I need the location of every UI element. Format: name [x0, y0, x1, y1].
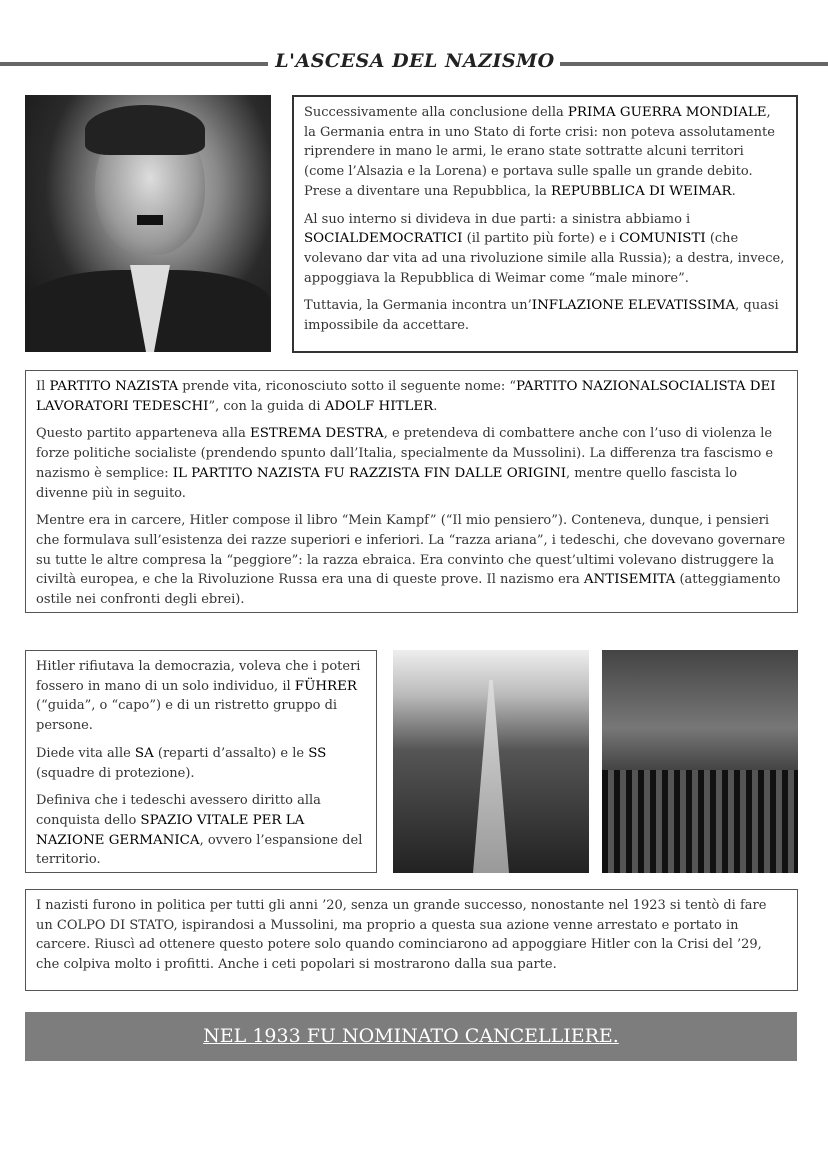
paragraph — [36, 744, 366, 783]
hitler-portrait-photo — [25, 95, 271, 352]
page-title: L'ASCESA DEL NAZISMO — [275, 50, 555, 72]
text-run: , ovvero l’espansione del territorio. — [36, 832, 363, 868]
highlighted-term: ESTREMA DESTRA — [249, 426, 384, 442]
text-run: Questo partito apparteneva alla — [36, 426, 250, 442]
highlighted-term: SPAZIO VITALE PER LA NAZIONE GERMANICA — [36, 812, 305, 848]
text-run: (reparti d’assalto) e le — [153, 745, 309, 761]
text-run: (che volevano dar vita ad una rivoluzione simile alla Russia); a destra, invece, appoggiava la Repubblica di Weimar come “male minore”. — [304, 231, 785, 286]
weimar-text-box — [292, 95, 798, 353]
rise-to-power-text-box — [25, 889, 798, 991]
nazi-party-text-box — [25, 370, 798, 613]
title-rule-left — [0, 62, 268, 66]
text-run: Definiva che i tedeschi avessero diritto alla conquista dello — [36, 793, 321, 828]
text-run: . — [433, 398, 438, 414]
text-run: I nazisti furono in politica per tutti gli anni ’20, senza un grande successo, nonostante nel 1923 si tentò di fare un COLPO DI STATO, ispirandosi a Mussolini, ma proprio a questa sua azione venne arrestato e portato in carcere. Riuscì ad ottenere questo potere solo quando cominciarono ad appoggiare Hitler con la Crisi del ’29, che colpiva molto i profitti. Anche i ceti popolari si mostrarono dalla sua parte. — [36, 898, 767, 973]
text-run: Al suo interno si divideva in due parti: a sinistra abbiamo i — [304, 211, 691, 227]
paragraph — [36, 377, 787, 416]
rally-photo — [393, 650, 589, 873]
highlighted-term: PARTITO NAZIONALSOCIALISTA DEI LAVORATORI TEDESCHI — [36, 379, 776, 414]
paragraph — [36, 511, 787, 610]
paragraph — [36, 896, 787, 975]
text-run: Hitler rifiutava la democrazia, voleva che i poteri fossero in mano di un solo individuo, il — [36, 659, 361, 694]
chancellor-banner: NEL 1933 FU NOMINATO CANCELLIERE. — [25, 1012, 797, 1061]
text-run: Successivamente alla conclusione della — [304, 105, 568, 120]
text-run: Tuttavia, la Germania incontra un’ — [304, 298, 532, 314]
highlighted-term: PRIMA GUERRA MONDIALE — [567, 105, 767, 120]
fuhrer-text-box — [25, 650, 377, 873]
text-run: Mentre era in carcere, Hitler compose il libro “Mein Kampf” (“Il mio pensiero”). Conteneva, dunque, i pensieri che formulava sull’esistenza dei razze superiori e inferiori. La “razza ariana”, i tedeschi, che dovevano governare su tutte le altre compresa la “peggiore”: la razza ebraica. Era convinto che quest’ultimi volevano distruggere la civiltà europea, e che la Rivoluzione Russa era una di queste prove. Il nazismo era — [36, 513, 786, 588]
text-run: Il — [36, 379, 50, 394]
highlighted-term: FÜHRER — [294, 678, 357, 694]
paragraph — [304, 296, 786, 335]
text-run: (squadre di protezione). — [36, 765, 195, 781]
highlighted-term: COMUNISTI — [619, 231, 706, 247]
title-rule-right — [560, 62, 828, 66]
highlighted-term: IL PARTITO NAZISTA FU RAZZISTA FIN DALLE ORIGINI — [172, 465, 567, 481]
text-run: , quasi impossibile da accettare. — [304, 298, 779, 334]
text-run: , e pretendeva di combattere anche con l’uso di violenza le forze politiche socialiste (prendendo spunto dall’Italia, specialmente da Mussolini). La differenza tra fascismo e nazismo è semplice: — [36, 426, 774, 481]
text-run: prende vita, riconosciuto sotto il seguente nome: “ — [178, 379, 517, 394]
highlighted-term: SS — [308, 745, 327, 761]
text-run: (“guida”, o “capo”) e di un ristretto gruppo di persone. — [36, 698, 338, 734]
highlighted-term: SOCIALDEMOCRATICI — [304, 231, 463, 247]
highlighted-term: PARTITO NAZISTA — [49, 379, 179, 394]
paragraph — [36, 791, 366, 870]
text-run: , la Germania entra in uno Stato di forte crisi: non poteva assolutamente riprendere in mano le armi, le erano state sottratte alcuni territori (come l’Alsazia e la Lorena) e portava sulle spalle un grande debito. Prese a diventare una Repubblica, la — [304, 105, 775, 199]
paragraph — [36, 657, 366, 736]
highlighted-term: REPUBBLICA DI WEIMAR — [551, 183, 732, 199]
highlighted-term: ADOLF HITLER — [324, 398, 434, 414]
parade-photo — [602, 650, 798, 873]
paragraph — [304, 210, 786, 289]
text-run: Diede vita alle — [36, 745, 135, 761]
paragraph — [36, 424, 787, 503]
text-run: (il partito più forte) e i — [462, 231, 620, 247]
paragraph — [304, 103, 786, 202]
highlighted-term: INFLAZIONE ELEVATISSIMA — [531, 298, 736, 314]
text-run: ”, con la guida di — [208, 398, 325, 414]
text-run: . — [731, 183, 736, 199]
text-run: (atteggiamento ostile nei confronti degli ebrei). — [36, 572, 781, 608]
highlighted-term: SA — [134, 745, 154, 761]
text-run: , mentre quello fascista lo divenne più in seguito. — [36, 465, 738, 501]
highlighted-term: ANTISEMITA — [583, 572, 676, 588]
